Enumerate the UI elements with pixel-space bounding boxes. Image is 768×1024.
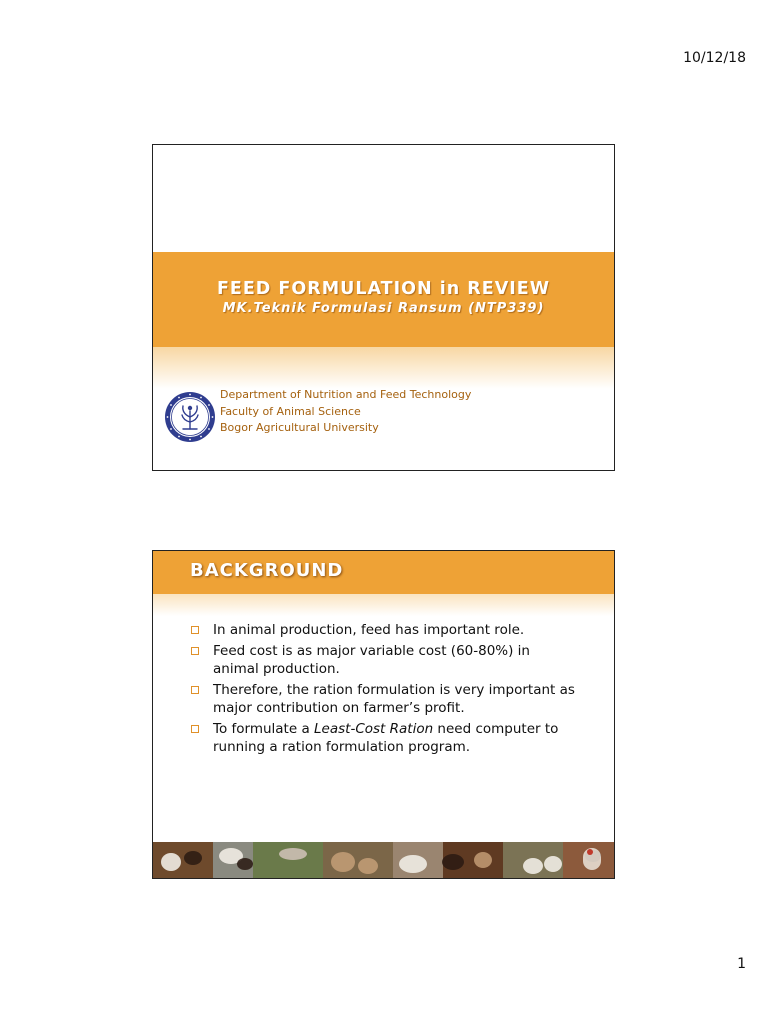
bullet-text-pre: To formulate a — [213, 721, 315, 737]
list-item — [189, 621, 579, 639]
bullet-text-post: need computer to running a ration formulation program. — [213, 721, 559, 755]
background-header — [153, 551, 614, 594]
square-bullet-icon — [191, 647, 199, 655]
farm-animals-photo — [153, 842, 614, 878]
title-band — [153, 252, 614, 347]
faculty-name: Faculty of Animal Science — [220, 404, 361, 418]
square-bullet-icon — [191, 626, 199, 634]
university-seal-icon — [164, 391, 216, 443]
slide-subtitle: MK.Teknik Formulasi Ransum (NTP339) — [222, 301, 545, 316]
background-title: BACKGROUND — [190, 560, 344, 581]
university-name: Bogor Agricultural University — [220, 421, 379, 434]
list-item — [189, 681, 579, 717]
affiliation-block — [220, 387, 471, 437]
slide-title: FEED FORMULATION in REVIEW — [216, 279, 551, 299]
list-item — [189, 642, 579, 678]
bullet-list — [189, 621, 579, 759]
page-number: 1 — [737, 956, 746, 972]
page-date: 10/12/18 — [683, 50, 746, 66]
bullet-text: In animal production, feed has important role. — [213, 622, 525, 638]
background-slide — [152, 550, 615, 879]
list-item — [189, 720, 579, 756]
bullet-text: Therefore, the ration formulation is very important as major contribution on farmer’s profit. — [213, 682, 575, 716]
square-bullet-icon — [191, 686, 199, 694]
department-name: Department of Nutrition and Feed Technology — [220, 388, 472, 401]
bullet-text-emphasis: Least-Cost Ration — [314, 721, 434, 737]
title-fade — [153, 347, 614, 389]
bullet-text: Feed cost is as major variable cost (60-80%) in animal production. — [213, 643, 530, 677]
title-slide — [152, 144, 615, 471]
header-fade — [153, 594, 614, 616]
square-bullet-icon — [191, 725, 199, 733]
